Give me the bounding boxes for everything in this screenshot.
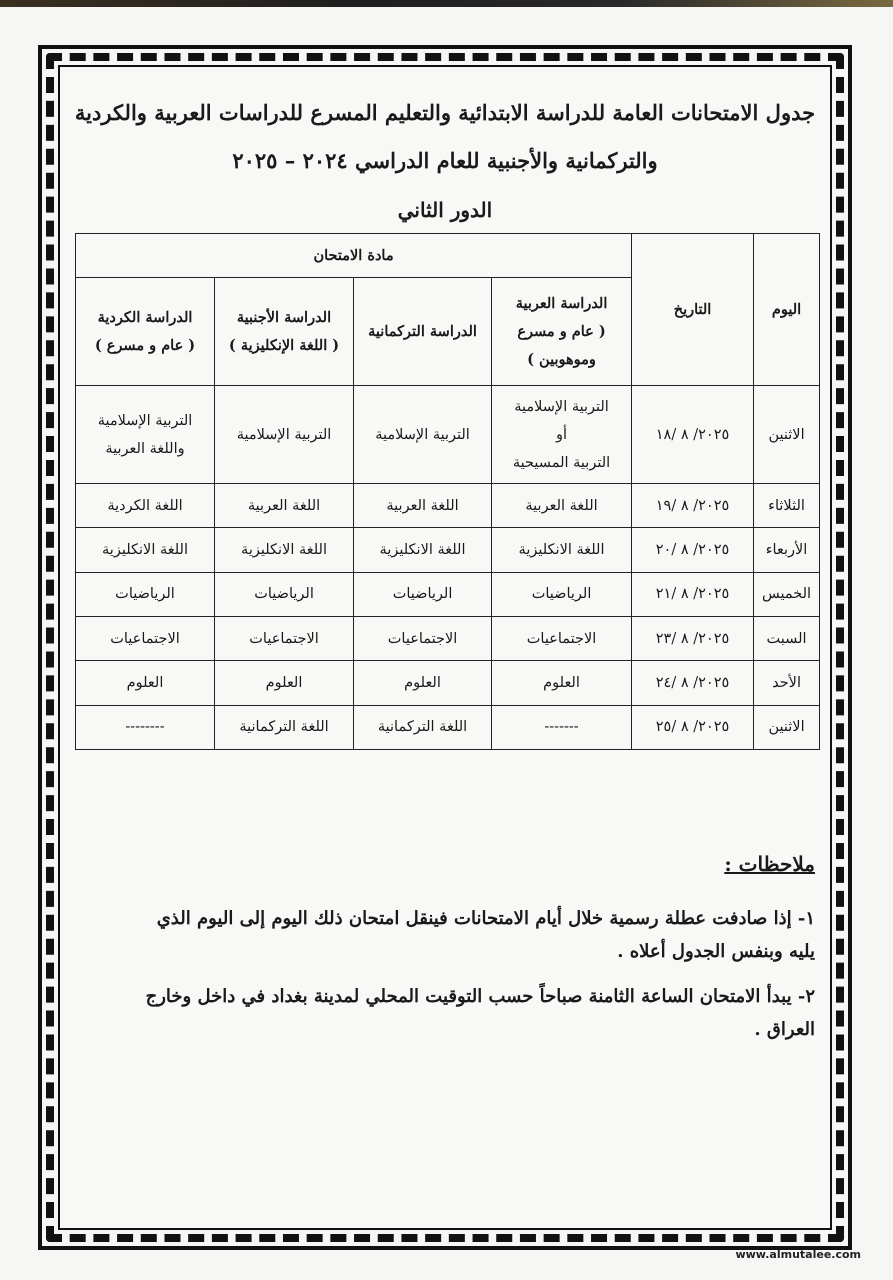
cell-day: الأحد — [754, 661, 820, 705]
cell-foreign: التربية الإسلامية — [215, 386, 354, 484]
cell-kurdish: العلوم — [76, 661, 215, 705]
cell-turkmen: اللغة العربية — [354, 484, 492, 528]
table-row — [76, 528, 820, 572]
cell-arabic: العلوم — [492, 661, 632, 705]
cell-arabic: التربية الإسلامية أو التربية المسيحية — [492, 386, 632, 484]
cell-foreign: اللغة الانكليزية — [215, 528, 354, 572]
header-subject: مادة الامتحان — [76, 234, 632, 278]
cell-kurdish: الرياضيات — [76, 572, 215, 616]
header-turkmen-study: الدراسة التركمانية — [354, 278, 492, 386]
note-item: ٢- يبدأ الامتحان الساعة الثامنة صباحاً حسب التوقيت المحلي لمدينة بغداد في داخل وخارج العراق . — [145, 986, 815, 1040]
table-row — [76, 572, 820, 616]
header-arabic-study: الدراسة العربية ( عام و مسرع وموهوبين ) — [492, 278, 632, 386]
header-foreign-study: الدراسة الأجنبية ( اللغة الإنكليزية ) — [215, 278, 354, 386]
cell-day: الخميس — [754, 572, 820, 616]
cell-foreign: اللغة العربية — [215, 484, 354, 528]
notes-title: ملاحظات : — [724, 852, 815, 876]
cell-turkmen: الاجتماعيات — [354, 616, 492, 660]
note-item: ١- إذا صادفت عطلة رسمية خلال أيام الامتحانات فينقل امتحان ذلك اليوم إلى اليوم الذي يليه وبنفس الجدول أعلاه . — [156, 908, 815, 962]
cell-date: ٢٠٢٥/ ٨ /١٩ — [632, 484, 754, 528]
cell-date: ٢٠٢٥/ ٨ /٢٣ — [632, 616, 754, 660]
cell-foreign: العلوم — [215, 661, 354, 705]
table-row — [76, 484, 820, 528]
exam-schedule-table — [75, 233, 820, 750]
cell-turkmen: التربية الإسلامية — [354, 386, 492, 484]
cell-kurdish: الاجتماعيات — [76, 616, 215, 660]
header-day: اليوم — [754, 234, 820, 386]
cell-kurdish: -------- — [76, 705, 215, 749]
document-title-line1: جدول الامتحانات العامة للدراسة الابتدائية والتعليم المسرع للدراسات العربية والكردية — [74, 100, 816, 125]
cell-day: الاثنين — [754, 705, 820, 749]
cell-kurdish: التربية الإسلامية واللغة العربية — [76, 386, 215, 484]
cell-foreign: اللغة التركمانية — [215, 705, 354, 749]
cell-day: الأربعاء — [754, 528, 820, 572]
cell-arabic: اللغة العربية — [492, 484, 632, 528]
cell-turkmen: الرياضيات — [354, 572, 492, 616]
header-date: التاريخ — [632, 234, 754, 386]
table-row — [76, 705, 820, 749]
cell-date: ٢٠٢٥/ ٨ /٢٥ — [632, 705, 754, 749]
cell-kurdish: اللغة الانكليزية — [76, 528, 215, 572]
cell-turkmen: العلوم — [354, 661, 492, 705]
table-row — [76, 661, 820, 705]
cell-foreign: الرياضيات — [215, 572, 354, 616]
table-header-row — [76, 234, 820, 278]
cell-turkmen: اللغة التركمانية — [354, 705, 492, 749]
table-row — [76, 386, 820, 484]
document-title-line2: والتركمانية والأجنبية للعام الدراسي ٢٠٢٤ – ٢٠٢٥ — [232, 148, 658, 173]
cell-arabic: اللغة الانكليزية — [492, 528, 632, 572]
cell-date: ٢٠٢٥/ ٨ /٢٠ — [632, 528, 754, 572]
cell-date: ٢٠٢٥/ ٨ /٢١ — [632, 572, 754, 616]
cell-turkmen: اللغة الانكليزية — [354, 528, 492, 572]
cell-arabic: الرياضيات — [492, 572, 632, 616]
cell-day: الاثنين — [754, 386, 820, 484]
cell-day: السبت — [754, 616, 820, 660]
cell-foreign: الاجتماعيات — [215, 616, 354, 660]
cell-arabic: الاجتماعيات — [492, 616, 632, 660]
header-kurdish-study: الدراسة الكردية ( عام و مسرع ) — [76, 278, 215, 386]
table-row — [76, 616, 820, 660]
photo-top-edge — [0, 0, 893, 7]
cell-arabic: ------- — [492, 705, 632, 749]
cell-date: ٢٠٢٥/ ٨ /١٨ — [632, 386, 754, 484]
exam-round: الدور الثاني — [397, 198, 493, 222]
cell-date: ٢٠٢٥/ ٨ /٢٤ — [632, 661, 754, 705]
website-watermark: www.almutalee.com — [735, 1248, 861, 1261]
cell-kurdish: اللغة الكردية — [76, 484, 215, 528]
cell-day: الثلاثاء — [754, 484, 820, 528]
